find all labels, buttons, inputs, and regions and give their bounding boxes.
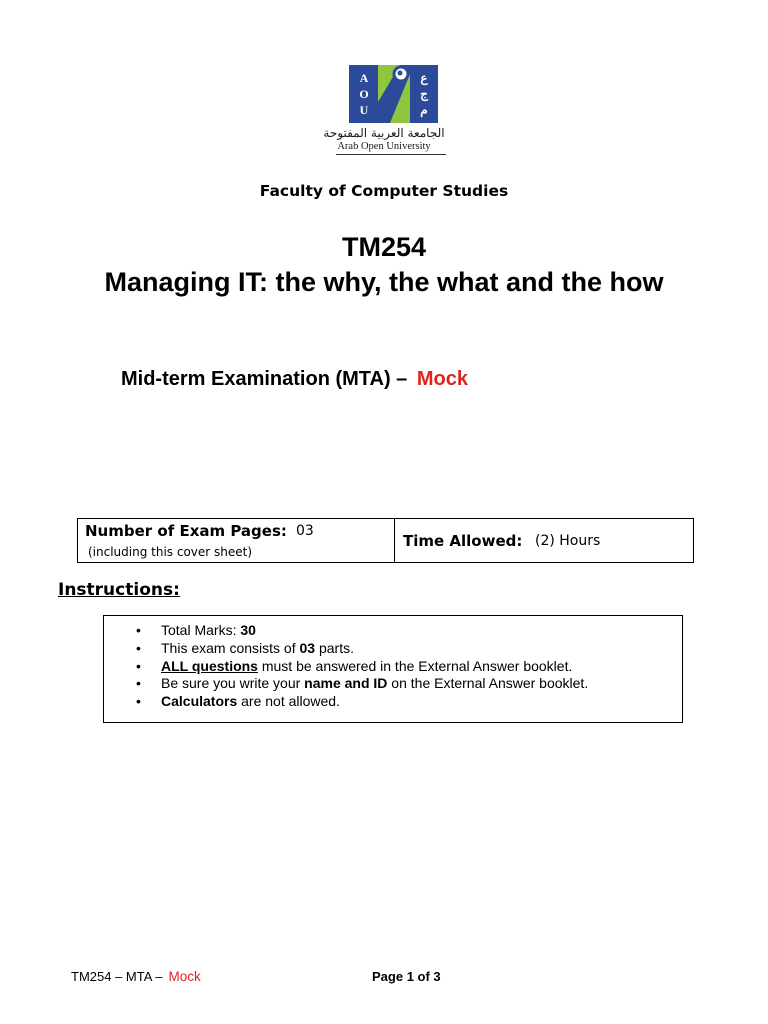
exam-title-line — [121, 368, 468, 391]
instruction-item: • Calculators are not allowed. — [136, 693, 588, 711]
instruction-item: • This exam consists of 03 parts. — [136, 640, 588, 658]
university-name-english: Arab Open University — [337, 141, 431, 152]
footer-variant: Mock — [168, 969, 201, 984]
pages-value: 03 — [296, 523, 314, 539]
instruction-item: • ALL questions must be answered in the External Answer booklet. — [136, 658, 588, 676]
faculty-name: Faculty of Computer Studies — [259, 182, 509, 200]
university-name-arabic: الجامعة العربية المفتوحة — [323, 126, 445, 140]
instruction-item: • Total Marks: 30 — [136, 622, 588, 640]
instructions-list — [136, 622, 588, 711]
pages-label: Number of Exam Pages: — [85, 522, 287, 540]
svg-text:ج: ج — [420, 87, 428, 101]
logo-divider — [336, 154, 446, 155]
svg-text:O: O — [359, 87, 369, 101]
exam-title: Mid-term Examination (MTA) – — [121, 368, 408, 390]
exam-info-divider — [394, 518, 395, 563]
footer-course-label: TM254 – MTA – Mock — [71, 969, 201, 984]
exam-variant: Mock — [416, 368, 468, 390]
course-code: TM254 — [341, 232, 427, 262]
svg-text:A: A — [359, 71, 369, 85]
course-title: Managing IT: the why, the what and the how — [104, 267, 664, 297]
pages-note: (including this cover sheet) — [88, 545, 253, 559]
svg-text:ع: ع — [420, 71, 428, 85]
instructions-heading: Instructions: — [58, 580, 180, 600]
time-allowed-value: (2) Hours — [535, 533, 601, 549]
svg-text:م: م — [420, 103, 428, 117]
page-number: Page 1 of 3 — [372, 969, 441, 984]
time-allowed-label: Time Allowed: — [403, 532, 523, 550]
instruction-item: • Be sure you write your name and ID on the External Answer booklet. — [136, 675, 588, 693]
svg-text:U: U — [359, 103, 369, 117]
